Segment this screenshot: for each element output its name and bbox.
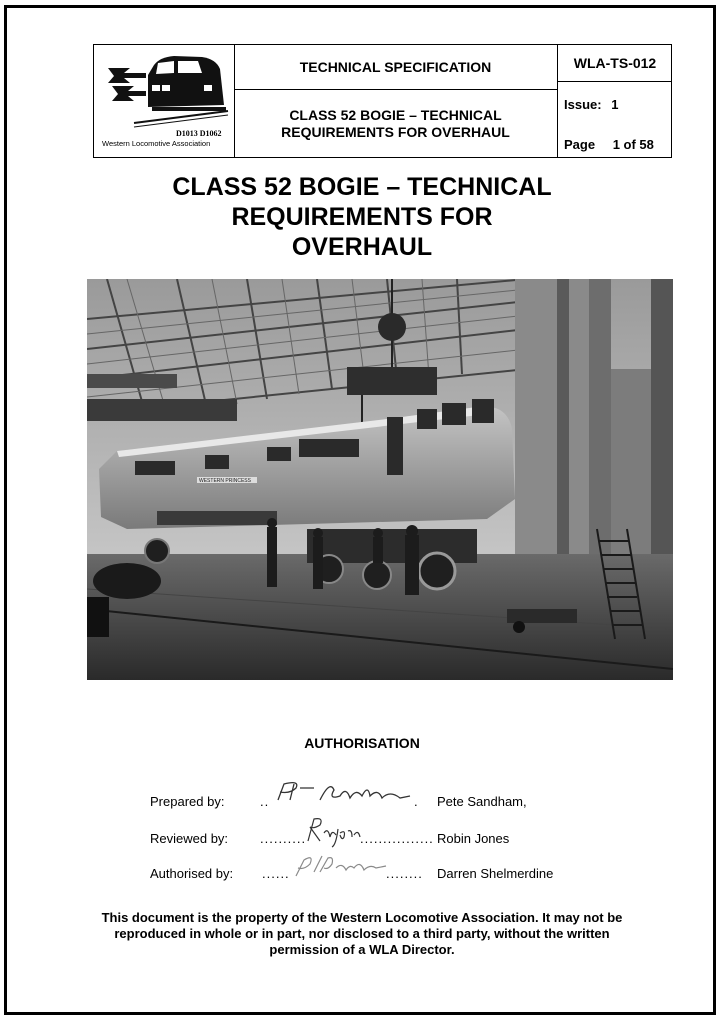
wla-logo xyxy=(94,45,235,157)
locomotive-workshop-photo xyxy=(87,279,673,680)
doc-type: TECHNICAL SPECIFICATION xyxy=(234,45,557,90)
prepared-by-row xyxy=(150,786,620,816)
doc-title-line1: CLASS 52 BOGIE – TECHNICAL xyxy=(289,106,502,123)
prepared-by-label: Prepared by: xyxy=(150,794,225,809)
issue-label: Issue: xyxy=(564,97,602,112)
reviewed-by-dots-after: ................ xyxy=(360,831,434,846)
authorisation-heading: AUTHORISATION xyxy=(304,735,420,751)
prepared-by-signature-icon xyxy=(270,778,415,812)
title-line3: OVERHAUL xyxy=(291,233,433,261)
photo-nameplate: WESTERN PRINCESS xyxy=(199,478,251,484)
authorised-by-dots-before: ...... xyxy=(262,866,290,881)
reviewed-by-signature-icon xyxy=(302,815,362,851)
prepared-by-dots-after: . xyxy=(414,794,419,809)
authorised-by-label: Authorised by: xyxy=(150,866,234,881)
document-header-table xyxy=(93,44,672,158)
locomotive-logo-icon xyxy=(94,45,234,157)
logo-numbers: D1013 D1062 xyxy=(176,129,222,138)
authorised-by-dots-after: ........ xyxy=(386,866,423,881)
title-line1: CLASS 52 BOGIE – TECHNICAL xyxy=(172,173,552,201)
page-value: 1 of 58 xyxy=(612,137,654,152)
reviewed-by-name: Robin Jones xyxy=(437,831,510,846)
authorised-by-row xyxy=(150,858,620,888)
reviewed-by-label: Reviewed by: xyxy=(150,831,229,846)
page-cell xyxy=(564,137,654,152)
authorised-by-signature-icon xyxy=(290,850,390,884)
doc-number: WLA-TS-012 xyxy=(558,45,672,82)
confidentiality-notice: This document is the property of the Western Locomotive Association. It may not be reproduced in whole or in part, nor disclosed to a third party, without the written permission of a WLA Director. xyxy=(101,910,623,957)
prepared-by-dots-before: .. xyxy=(260,794,270,809)
page-label: Page xyxy=(564,137,596,152)
reviewed-by-row xyxy=(150,823,620,853)
doc-title-cell xyxy=(234,90,557,157)
doc-title-line2: REQUIREMENTS FOR OVERHAUL xyxy=(281,123,510,140)
issue-cell xyxy=(564,97,618,112)
title-line2: REQUIREMENTS FOR xyxy=(231,203,493,231)
authorised-by-name: Darren Shelmerdine xyxy=(437,866,554,881)
prepared-by-name: Pete Sandham, xyxy=(437,794,527,809)
page-title xyxy=(100,172,624,262)
logo-organisation: Western Locomotive Association xyxy=(102,139,211,148)
reviewed-by-dots-before: .......... xyxy=(260,831,307,846)
issue-value: 1 xyxy=(611,97,619,112)
